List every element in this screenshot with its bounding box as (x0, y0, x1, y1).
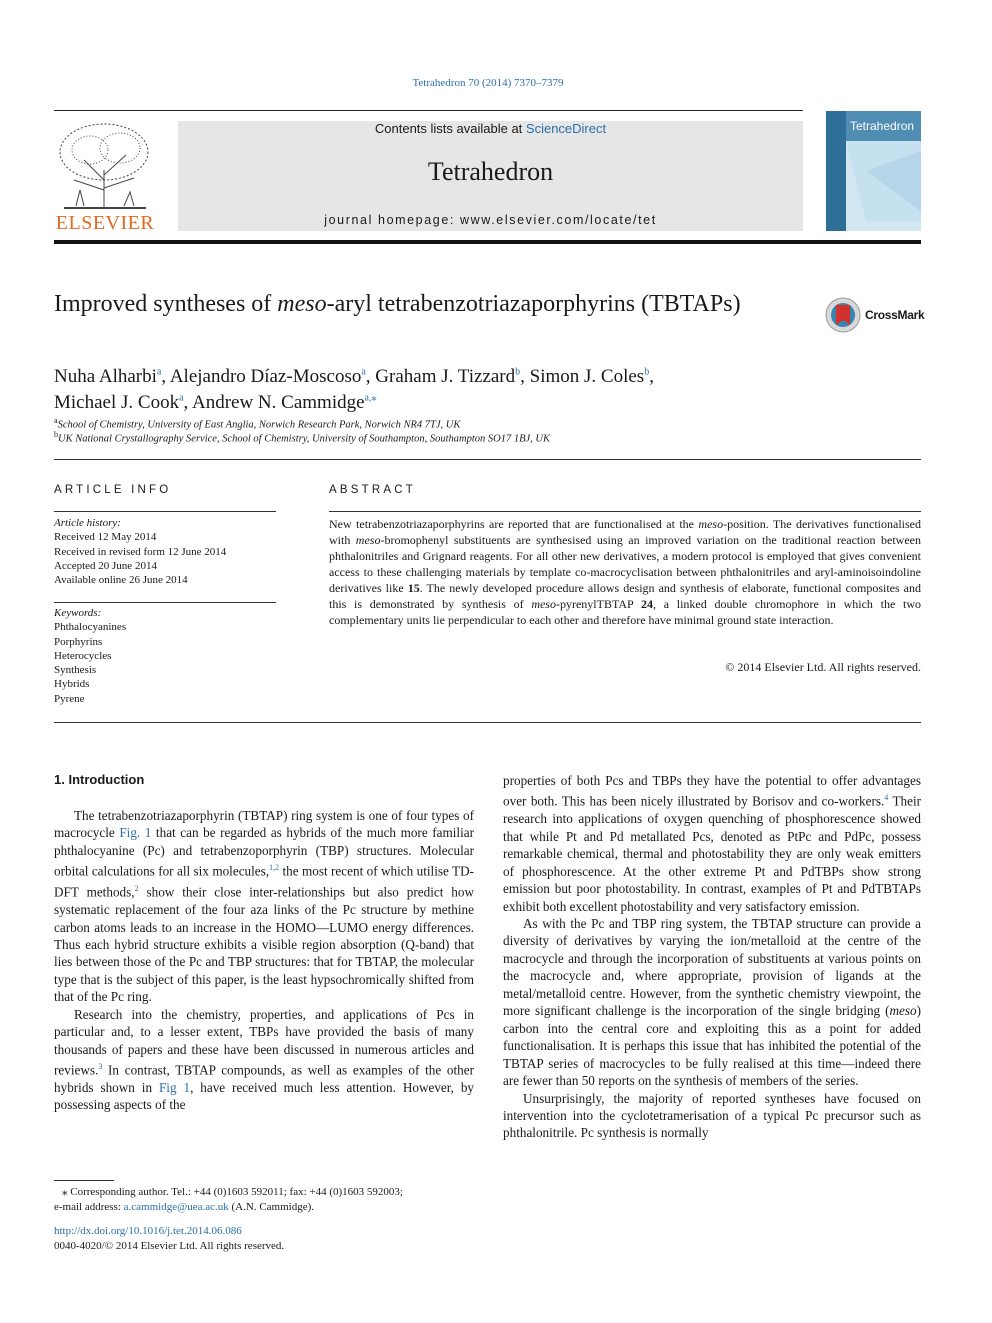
figure-link[interactable]: Fig 1 (158, 1079, 191, 1095)
body-column-left (54, 807, 474, 1114)
paragraph: Unsurprisingly, the majority of reported syntheses have focused on intervention into the cyclotetramerisation of a typical Pc precursor such as phthalonitrile. Pc synthesis is normally (503, 1090, 921, 1141)
reference-link[interactable]: 2 (134, 884, 139, 894)
keyword: Synthesis (54, 664, 97, 677)
doi-block (54, 1224, 284, 1253)
author[interactable]: Alejandro Díaz-Moscoso$^a$, (169, 366, 376, 388)
abstract-copyright: © 2014 Elsevier Ltd. All rights reserved. (725, 660, 921, 674)
keyword: Hybrids (54, 678, 90, 691)
affiliation-a: $^a$School of Chemistry, University of East Anglia, Norwich Research Park, Norwich NR4 7TJ, UK (54, 416, 461, 431)
reference-link[interactable]: 3 (98, 1062, 103, 1072)
section-heading-introduction: 1. Introduction (54, 772, 145, 787)
divider (54, 459, 921, 460)
paragraph: properties of both Pcs and TBPs they have the potential to offer advantages over both. This has been nicely illustrated by Borisov and co-workers.$^4$ Their research into applications of oxygen quenching of phosphorescence showed that while Pt and Pd metallated Pcs, denoted as PtPc and PdPc, possess remarkable chemical, thermal and photostability they are only weak emitters of phosphorescence. At the other extreme Pt and PdTBPs show strong emission but poor photostability. In contrast, examples of Pt and PdTBTAPs exhibit both excellent photostability and very satisfactory emission. (503, 773, 922, 914)
journal-citation[interactable]: Tetrahedron 70 (2014) 7370–7379 (412, 77, 564, 89)
abstract-text: New tetrabenzotriazaporphyrins are reported that are functionalised at the meso-position. The derivatives functionalised with meso-bromophenyl substituents are synthesised using an improved variation on the traditional reaction between phthalonitriles and Grignard reagents. For all other new derivatives, a modern protocol is employed that gives convenient access to these challenging materials by template co-macrocyclisation between phthalonitriles and aryl-aminoisoindoline derivatives like 15. The newly developed procedure allows design and synthesis of elaborate, functional composites and this is demonstrated by synthesis of meso-pyrenylTBTAP 24, a linked double chromophore in which the two complementary units lie perpendicular to each other and therefore have minimal ground state interaction. (329, 517, 922, 627)
paragraph: Research into the chemistry, properties, and applications of Pcs in particular and, to a lesser extent, TBPs have provided the basis of many thousands of papers and these have been discussed in numerous articles and reviews.$^3$ In contrast, TBTAP compounds, as well as examples of the other hybrids shown in Fig 1, have received much less attention. However, by possessing aspects of the (54, 1006, 475, 1113)
crossmark-label: CrossMark (865, 308, 925, 322)
divider (54, 722, 921, 723)
sciencedirect-link[interactable]: ScienceDirect (525, 121, 607, 136)
reference-link[interactable]: 1,2 (269, 863, 280, 873)
journal-cover (826, 111, 921, 231)
elsevier-logo (54, 120, 156, 235)
cover-title: Tetrahedron (850, 119, 915, 133)
author[interactable]: Andrew N. Cammidge$^{a,⁎}$ (191, 391, 377, 413)
divider (329, 511, 921, 512)
elsevier-tree-icon (54, 120, 156, 212)
journal-banner (178, 121, 803, 231)
affiliation-b: $^b$UK National Crystallography Service, School of Chemistry, University of Southampton, Southampton SO17 1BJ, UK (54, 430, 551, 445)
author-list (54, 362, 924, 413)
keywords: Keywords: Phthalocyanines Porphyrins Heterocycles Synthesis Hybrids Pyrene (54, 606, 276, 706)
divider (54, 511, 276, 512)
author[interactable]: Nuha Alharbi$^a$, (54, 366, 170, 388)
crossmark-icon (825, 297, 861, 333)
paragraph: As with the Pc and TBP ring system, the TBTAP structure can provide a diversity of derivatives by varying the ion/metalloid at the centre of the macrocycle and through the incorporation of substituents at various points on the macrocycle and, where appropriate, provision of ligands at the metal/metalloid centre. However, from the synthetic chemistry viewpoint, the more significant challenge is the incorporation of the single bridging (meso) carbon into the central core and exploiting this as a point for added functionalisation. It is perhaps this issue that has inhibited the potential of the TBTAP series of macrocycles to be fully realised at this time—indeed there are fewer than 50 reports on the synthesis of members of the series. (503, 916, 921, 1089)
paragraph: The tetrabenzotriazaporphyrin (TBTAP) ring system is one of four types of macrocycle Fig. 1 that can be regarded as hybrids of the much more familiar phthalocyanine (Pc) and tetrabenzoporphyrin (TBP) structures. Molecular orbital calculations for all six molecules,$^{1,2}$ the most recent of which utilise TD-DFT methods,$^2$ show their close inter-relationships but also predict how systematic replacement of the four aza links of the Pc structure by methine carbon atoms leads to an increase in the HOMO—LUMO energy differences. Thus each hybrid structure exhibits a visible region absorption (Q-band) that lies between those of the Pc and TBP structures: that for TBTAP, the molecular type that is the subject of this paper, is the least hypsochromically shifted from that of the Pc ring. (54, 808, 474, 1005)
keyword: Pyrene (54, 692, 85, 705)
author[interactable]: Michael J. Cook$^a$, (54, 391, 192, 413)
header-rule (54, 110, 803, 111)
article-info-heading: ARTICLE INFO (54, 484, 172, 496)
divider (54, 602, 276, 603)
elsevier-wordmark: ELSEVIER (55, 212, 155, 234)
author[interactable]: Graham J. Tizzard$^b$, (375, 366, 530, 388)
crossmark-badge[interactable] (825, 295, 925, 335)
journal-name: Tetrahedron (427, 157, 554, 186)
keyword: Phthalocyanines (54, 621, 127, 634)
abstract-heading: ABSTRACT (329, 484, 416, 496)
author[interactable]: Simon J. Coles$^b$, (529, 366, 654, 388)
figure-link[interactable]: Fig. 1 (119, 825, 152, 841)
header-rule-thick (54, 240, 921, 244)
article-history: Article history: Received 12 May 2014 Received in revised form 12 June 2014 Accepted 20 June 2014 Available online 26 June 2014 (54, 517, 227, 587)
doi-link[interactable]: http://dx.doi.org/10.1016/j.tet.2014.06.086 (54, 1225, 242, 1237)
article-title: Improved syntheses of meso-aryl tetrabenzotriazaporphyrins (TBTAPs) (54, 291, 741, 317)
journal-homepage[interactable]: journal homepage: www.elsevier.com/locate/tet (324, 213, 657, 227)
body-column-right (503, 772, 921, 1142)
reference-link[interactable]: 4 (884, 793, 889, 803)
email-link[interactable]: a.cammidge@uea.ac.uk (123, 1200, 229, 1213)
keyword: Porphyrins (54, 635, 103, 648)
issn-line: 0040-4020/© 2014 Elsevier Ltd. All rights reserved. (54, 1239, 285, 1252)
contents-line: Contents lists available at ScienceDirect (374, 121, 607, 136)
corresponding-author-footnote: ⁎ Corresponding author. Tel.: +44 (0)1603 592011; fax: +44 (0)1603 592003; e-mail address: a.cammidge@uea.ac.uk (A.N. Cammidge). (54, 1186, 403, 1213)
footnote-rule (54, 1180, 114, 1181)
keyword: Heterocycles (54, 649, 112, 662)
